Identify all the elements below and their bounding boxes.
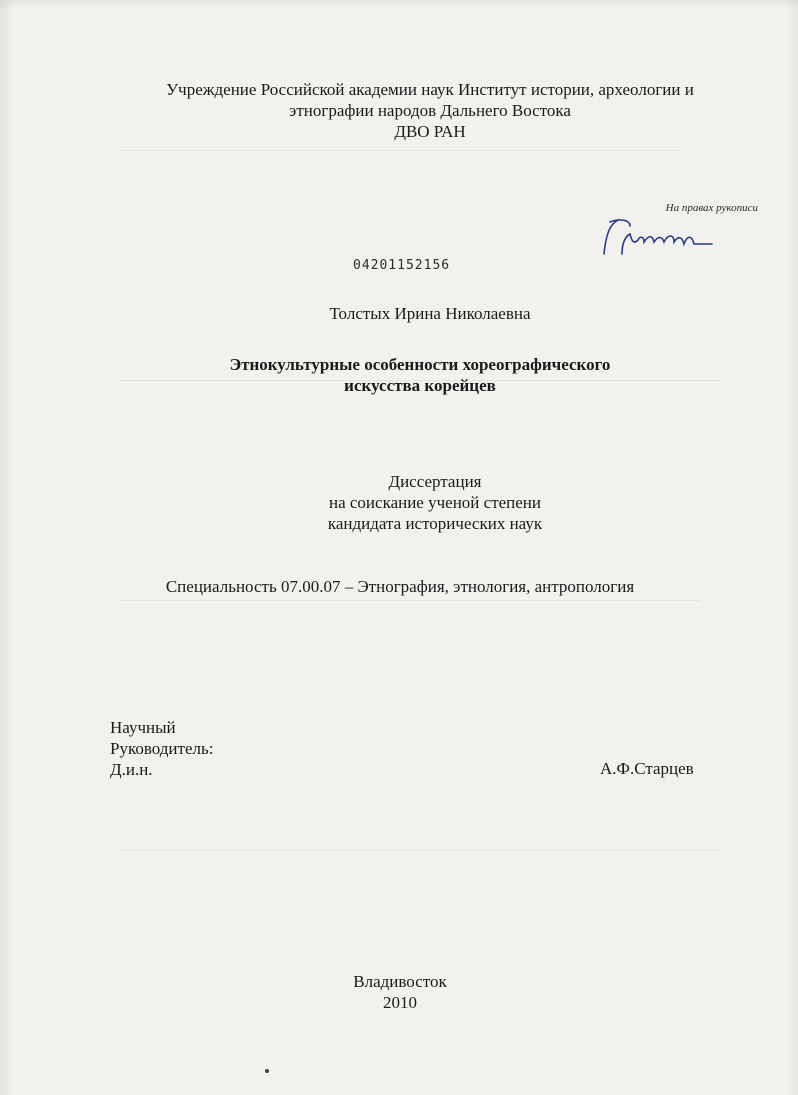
institution-line: Учреждение Российской академии наук Институт истории, археологии и: [166, 80, 694, 99]
document-code: 04201152156: [353, 258, 451, 273]
title-line: искусства корейцев: [344, 376, 496, 395]
advisor-label-line: Д.и.н.: [110, 760, 153, 779]
handwritten-signature: [596, 214, 736, 264]
dissertation-title: [50, 354, 790, 396]
scan-artifact: [120, 150, 680, 151]
advisor-label-line: Руководитель:: [110, 739, 214, 758]
degree-line: кандидата исторических наук: [327, 514, 543, 533]
institution-header: [100, 79, 760, 142]
degree-line: Диссертация: [388, 472, 482, 491]
institution-line: этнографии народов Дальнего Востока: [289, 101, 571, 120]
manuscript-rights-note: На правах рукописи: [665, 202, 758, 214]
scan-artifact: [120, 600, 700, 601]
title-line: Этнокультурные особенности хореографического: [229, 355, 611, 374]
author-name: Толстых Ирина Николаевна: [329, 304, 531, 323]
specialty: Специальность 07.00.07 – Этнография, этнология, антропология: [165, 577, 635, 596]
city: Владивосток: [353, 972, 447, 991]
scan-artifact: [120, 850, 720, 851]
advisor-label: [110, 717, 213, 780]
year: 2010: [383, 993, 417, 1012]
degree-line: на соискание ученой степени: [328, 493, 542, 512]
advisor-name: А.Ф.Старцев: [600, 759, 694, 778]
scan-speck: [265, 1069, 269, 1073]
advisor-label-line: Научный: [110, 718, 176, 737]
place-and-year: [30, 971, 770, 1013]
institution-line: ДВО РАН: [394, 122, 466, 141]
degree-description: [65, 471, 798, 534]
